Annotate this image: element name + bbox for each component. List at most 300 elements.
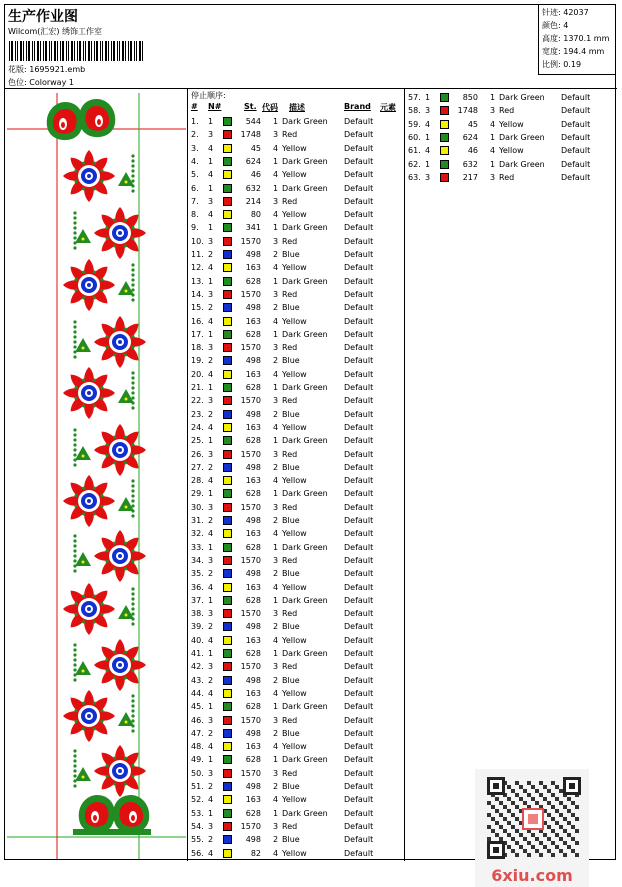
row-stitches: 628 <box>245 808 261 818</box>
stats-box <box>538 5 616 75</box>
row-index: 62. <box>408 159 421 169</box>
sheet-body <box>5 89 617 885</box>
row-index: 45. <box>191 702 204 712</box>
design-value: 1695921.emb <box>29 65 86 74</box>
row-code: 2 <box>273 569 279 579</box>
color-swatch <box>223 317 232 326</box>
row-brand: Default <box>344 303 374 313</box>
table-row <box>189 487 405 500</box>
row-needle: 2 <box>208 569 214 579</box>
color-swatch <box>223 463 232 472</box>
row-description: Dark Green <box>282 223 328 233</box>
row-needle: 1 <box>425 93 431 102</box>
row-stitches: 214 <box>245 196 261 206</box>
row-brand: Default <box>344 409 374 419</box>
table-row <box>189 820 405 833</box>
watermark-text: 6xiu.com <box>491 866 573 885</box>
row-needle: 2 <box>208 462 214 472</box>
color-swatch <box>440 133 449 142</box>
row-stitches: 624 <box>462 132 478 142</box>
row-needle: 4 <box>425 119 431 129</box>
row-brand: Default <box>561 119 591 129</box>
table-row <box>189 368 405 381</box>
table-row <box>406 118 622 131</box>
row-needle: 4 <box>208 529 214 539</box>
color-swatch <box>223 689 232 698</box>
row-stitches: 163 <box>245 529 261 539</box>
row-code: 1 <box>490 159 496 169</box>
row-needle: 4 <box>208 795 214 805</box>
row-brand: Default <box>561 159 591 169</box>
row-description: Yellow <box>499 146 524 156</box>
row-description: Red <box>282 768 298 778</box>
row-needle: 3 <box>208 609 214 619</box>
color-swatch <box>223 729 232 738</box>
row-brand: Default <box>344 356 374 366</box>
row-index: 51. <box>191 782 204 791</box>
row-needle: 2 <box>208 782 214 791</box>
color-swatch <box>223 636 232 645</box>
table-row <box>189 501 405 514</box>
row-stitches: 632 <box>462 159 478 169</box>
row-needle: 1 <box>208 383 214 392</box>
row-brand: Default <box>344 462 374 472</box>
row-needle: 3 <box>208 343 214 353</box>
colorway-value: Colorway 1 <box>29 78 74 87</box>
row-index: 61. <box>408 146 421 156</box>
table-row <box>189 847 405 860</box>
row-needle: 4 <box>208 635 214 645</box>
row-brand: Default <box>344 649 374 658</box>
color-swatch <box>223 450 232 459</box>
row-stitches: 1570 <box>240 236 261 246</box>
color-swatch <box>223 277 232 286</box>
row-stitches: 628 <box>245 383 261 392</box>
stat-value: 0.19 <box>563 60 582 69</box>
row-index: 11. <box>191 250 204 259</box>
row-stitches: 82 <box>250 848 261 858</box>
row-index: 48. <box>191 742 204 752</box>
row-code: 4 <box>273 795 279 805</box>
row-stitches: 498 <box>245 835 261 845</box>
table-row <box>189 714 405 727</box>
row-description: Dark Green <box>499 93 545 102</box>
row-index: 3. <box>191 143 199 153</box>
row-needle: 4 <box>208 476 214 486</box>
row-stitches: 163 <box>245 369 261 379</box>
row-code: 1 <box>273 183 279 193</box>
table-row <box>189 261 405 274</box>
row-index: 18. <box>191 343 204 353</box>
row-index: 20. <box>191 369 204 379</box>
row-brand: Default <box>561 106 591 116</box>
row-brand: Default <box>344 555 374 565</box>
row-code: 4 <box>273 582 279 592</box>
color-swatch <box>223 436 232 445</box>
row-brand: Default <box>344 436 374 446</box>
color-swatch <box>223 622 232 631</box>
table-row <box>189 793 405 806</box>
stat-label: 针迹: <box>542 8 561 17</box>
barcode-image <box>9 41 147 61</box>
row-brand: Default <box>344 768 374 778</box>
row-needle: 3 <box>208 662 214 672</box>
row-stitches: 498 <box>245 675 261 685</box>
row-needle: 3 <box>208 289 214 299</box>
row-code: 1 <box>273 436 279 446</box>
row-stitches: 1570 <box>240 609 261 619</box>
row-needle: 2 <box>208 303 214 313</box>
row-code: 3 <box>273 715 279 725</box>
stop-sequence-table <box>189 89 405 861</box>
color-swatch <box>223 809 232 818</box>
color-swatch <box>223 755 232 764</box>
color-swatch <box>223 596 232 605</box>
color-swatch <box>223 516 232 525</box>
color-swatch <box>440 93 449 102</box>
table-row <box>189 155 405 168</box>
row-code: 2 <box>273 356 279 366</box>
row-needle: 1 <box>208 542 214 552</box>
table-row <box>189 248 405 261</box>
table-row <box>189 354 405 367</box>
row-needle: 4 <box>208 742 214 752</box>
table-row <box>189 620 405 633</box>
table-row <box>189 182 405 195</box>
row-stitches: 498 <box>245 462 261 472</box>
row-index: 49. <box>191 755 204 765</box>
stat-label: 颜色: <box>542 21 561 30</box>
row-brand: Default <box>561 172 591 182</box>
color-swatch <box>223 223 232 232</box>
row-brand: Default <box>344 728 374 738</box>
table-row <box>189 461 405 474</box>
row-needle: 3 <box>208 715 214 725</box>
row-code: 2 <box>273 728 279 738</box>
row-code: 1 <box>273 702 279 712</box>
row-index: 13. <box>191 276 204 286</box>
design-file <box>8 64 85 75</box>
production-sheet <box>4 4 616 885</box>
row-needle: 1 <box>208 276 214 286</box>
row-brand: Default <box>344 715 374 725</box>
color-swatch <box>223 569 232 578</box>
row-needle: 1 <box>208 183 214 193</box>
color-swatch <box>223 117 232 126</box>
row-brand: Default <box>344 343 374 353</box>
table-row <box>189 142 405 155</box>
company-name: Wilcom(汇宏) 绣饰工作室 <box>8 27 103 36</box>
row-code: 4 <box>273 170 279 180</box>
row-index: 29. <box>191 489 204 499</box>
row-code: 1 <box>273 595 279 605</box>
color-swatch <box>440 173 449 182</box>
row-description: Dark Green <box>282 329 328 339</box>
row-brand: Default <box>344 529 374 539</box>
table-row <box>189 421 405 434</box>
row-description: Yellow <box>282 742 307 752</box>
row-brand: Default <box>344 383 374 392</box>
row-stitches: 1570 <box>240 449 261 459</box>
row-needle: 4 <box>208 582 214 592</box>
row-needle: 2 <box>208 835 214 845</box>
stat-height <box>542 33 609 44</box>
row-stitches: 1570 <box>240 502 261 512</box>
row-index: 55. <box>191 835 204 845</box>
row-brand: Default <box>344 662 374 672</box>
header-description: 描述 <box>289 103 305 112</box>
color-swatch <box>223 849 232 858</box>
table-row <box>189 647 405 660</box>
row-needle: 3 <box>208 236 214 246</box>
row-description: Yellow <box>282 170 307 180</box>
row-code: 3 <box>273 768 279 778</box>
stat-label: 宽度: <box>542 47 561 56</box>
row-description: Dark Green <box>282 755 328 765</box>
row-needle: 2 <box>208 250 214 259</box>
table-row <box>189 740 405 753</box>
row-brand: Default <box>344 449 374 459</box>
row-description: Yellow <box>282 848 307 858</box>
row-index: 27. <box>191 462 204 472</box>
row-code: 2 <box>273 782 279 791</box>
row-description: Yellow <box>282 263 307 273</box>
row-stitches: 217 <box>462 172 478 182</box>
row-description: Red <box>282 609 298 619</box>
color-swatch <box>223 662 232 671</box>
row-stitches: 1570 <box>240 343 261 353</box>
row-code: 1 <box>273 276 279 286</box>
header-element: 元素 <box>380 103 396 112</box>
row-description: Dark Green <box>282 383 328 392</box>
row-code: 1 <box>273 383 279 392</box>
row-brand: Default <box>344 582 374 592</box>
color-swatch <box>223 157 232 166</box>
table-row <box>189 275 405 288</box>
row-brand: Default <box>344 702 374 712</box>
row-stitches: 628 <box>245 489 261 499</box>
row-index: 33. <box>191 542 204 552</box>
row-index: 2. <box>191 130 199 140</box>
row-stitches: 341 <box>245 223 261 233</box>
row-brand: Default <box>344 223 374 233</box>
row-needle: 2 <box>208 622 214 632</box>
color-swatch <box>223 769 232 778</box>
row-needle: 3 <box>208 502 214 512</box>
row-code: 1 <box>273 223 279 233</box>
colorway-label: 色位: <box>8 78 27 87</box>
table-row <box>189 753 405 766</box>
color-swatch <box>223 290 232 299</box>
row-index: 16. <box>191 316 204 326</box>
embroidery-design-image <box>5 89 188 861</box>
table-row <box>189 541 405 554</box>
row-index: 31. <box>191 516 204 525</box>
row-index: 5. <box>191 170 199 180</box>
row-brand: Default <box>344 742 374 752</box>
row-brand: Default <box>344 569 374 579</box>
row-code: 4 <box>273 529 279 539</box>
qr-code-image <box>475 769 589 887</box>
table-row <box>189 660 405 673</box>
stat-value: 194.4 mm <box>563 47 605 56</box>
table-row <box>406 144 622 157</box>
row-needle: 4 <box>208 848 214 858</box>
row-brand: Default <box>344 263 374 273</box>
row-description: Red <box>499 106 515 116</box>
row-stitches: 163 <box>245 582 261 592</box>
row-brand: Default <box>344 183 374 193</box>
row-code: 4 <box>273 848 279 858</box>
row-needle: 2 <box>208 356 214 366</box>
stat-label: 高度: <box>542 34 561 43</box>
row-brand: Default <box>344 329 374 339</box>
row-description: Dark Green <box>282 595 328 605</box>
row-stitches: 628 <box>245 649 261 658</box>
row-description: Red <box>282 502 298 512</box>
row-needle: 1 <box>425 159 431 169</box>
table-row <box>189 514 405 527</box>
row-index: 63. <box>408 172 421 182</box>
color-swatch <box>223 170 232 179</box>
color-swatch <box>223 556 232 565</box>
color-swatch <box>223 609 232 618</box>
row-needle: 1 <box>208 489 214 499</box>
row-needle: 3 <box>208 130 214 140</box>
row-code: 2 <box>273 622 279 632</box>
row-description: Red <box>499 172 515 182</box>
row-index: 39. <box>191 622 204 632</box>
row-description: Yellow <box>499 119 524 129</box>
row-brand: Default <box>344 250 374 259</box>
row-index: 41. <box>191 649 204 658</box>
color-swatch <box>223 184 232 193</box>
row-description: Blue <box>282 462 300 472</box>
color-swatch <box>223 356 232 365</box>
row-code: 4 <box>490 119 496 129</box>
table-row <box>189 674 405 687</box>
row-description: Blue <box>282 569 300 579</box>
row-stitches: 628 <box>245 702 261 712</box>
row-description: Yellow <box>282 210 307 220</box>
row-stitches: 498 <box>245 569 261 579</box>
color-swatch <box>440 146 449 155</box>
row-index: 14. <box>191 289 204 299</box>
row-stitches: 498 <box>245 728 261 738</box>
row-needle: 4 <box>208 143 214 153</box>
row-code: 4 <box>273 635 279 645</box>
row-description: Yellow <box>282 422 307 432</box>
row-index: 47. <box>191 728 204 738</box>
row-description: Blue <box>282 516 300 525</box>
row-brand: Default <box>344 821 374 831</box>
row-brand: Default <box>344 236 374 246</box>
row-description: Dark Green <box>282 489 328 499</box>
row-description: Yellow <box>282 143 307 153</box>
color-swatch <box>223 583 232 592</box>
row-stitches: 163 <box>245 795 261 805</box>
row-description: Dark Green <box>282 649 328 658</box>
table-row <box>406 131 622 144</box>
table-row <box>189 168 405 181</box>
table-row <box>189 195 405 208</box>
row-code: 4 <box>273 210 279 220</box>
row-brand: Default <box>344 476 374 486</box>
color-swatch <box>223 476 232 485</box>
row-stitches: 45 <box>467 119 478 129</box>
row-needle: 3 <box>425 106 431 116</box>
row-index: 52. <box>191 795 204 805</box>
row-description: Blue <box>282 782 300 791</box>
header-code: 代码 <box>262 103 278 112</box>
row-description: Yellow <box>282 795 307 805</box>
row-code: 1 <box>273 329 279 339</box>
row-stitches: 1570 <box>240 768 261 778</box>
row-description: Dark Green <box>282 542 328 552</box>
row-description: Red <box>282 662 298 672</box>
table-row <box>189 554 405 567</box>
color-swatch <box>223 130 232 139</box>
table-row <box>189 527 405 540</box>
table-row <box>189 394 405 407</box>
table-row <box>406 91 622 104</box>
table-row <box>189 235 405 248</box>
row-brand: Default <box>344 276 374 286</box>
color-swatch <box>223 263 232 272</box>
stat-colors <box>542 20 568 31</box>
row-needle: 4 <box>208 210 214 220</box>
row-stitches: 628 <box>245 755 261 765</box>
row-needle: 1 <box>208 649 214 658</box>
row-code: 1 <box>273 156 279 166</box>
row-stitches: 628 <box>245 436 261 446</box>
row-brand: Default <box>344 609 374 619</box>
table-row <box>406 104 622 117</box>
row-stitches: 498 <box>245 782 261 791</box>
color-swatch <box>223 782 232 791</box>
row-index: 37. <box>191 595 204 605</box>
row-stitches: 1748 <box>457 106 478 116</box>
table-row <box>189 581 405 594</box>
stat-value: 42037 <box>563 8 589 17</box>
row-brand: Default <box>344 130 374 140</box>
row-stitches: 163 <box>245 422 261 432</box>
row-index: 53. <box>191 808 204 818</box>
row-stitches: 1570 <box>240 662 261 672</box>
row-brand: Default <box>344 117 374 126</box>
row-code: 4 <box>273 688 279 698</box>
row-index: 57. <box>408 93 421 102</box>
row-description: Yellow <box>282 529 307 539</box>
table-row <box>189 128 405 141</box>
header-brand: Brand <box>344 102 371 111</box>
table-row <box>189 315 405 328</box>
row-code: 3 <box>273 502 279 512</box>
row-code: 1 <box>273 755 279 765</box>
color-swatch <box>440 160 449 169</box>
row-code: 3 <box>273 396 279 406</box>
row-description: Red <box>282 396 298 406</box>
row-stitches: 46 <box>250 170 261 180</box>
row-needle: 1 <box>208 223 214 233</box>
row-description: Blue <box>282 835 300 845</box>
row-description: Blue <box>282 356 300 366</box>
row-stitches: 628 <box>245 595 261 605</box>
row-brand: Default <box>344 835 374 845</box>
row-code: 3 <box>273 236 279 246</box>
row-description: Red <box>282 715 298 725</box>
color-swatch <box>223 250 232 259</box>
